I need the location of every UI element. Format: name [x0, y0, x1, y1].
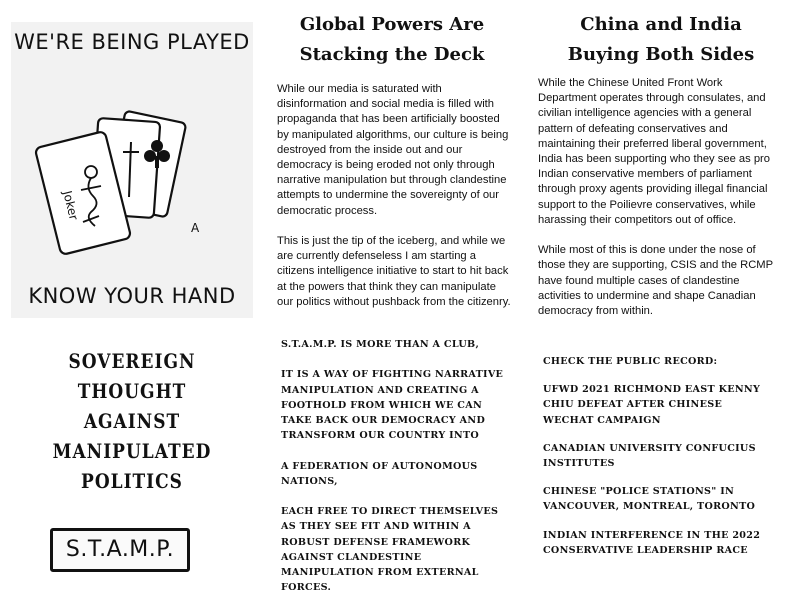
- public-record-heading: CHECK THE PUBLIC RECORD:: [543, 356, 718, 367]
- middle-heading-line-1: Global Powers Are: [299, 14, 485, 35]
- middle-paragraph-1: While our media is saturated with disinformation and social media is filled with propaganda that has been artificially boosted by manipulated algorithms, our culture is being destroyed from the inside out and our democracy is being eroded not only through narrative manipulation but through clandestine attempts to undermine the sovereignty of our democratic process.: [277, 83, 509, 217]
- public-record-item: INDIAN INTERFERENCE IN THE 2022 CONSERVATIVE LEADERSHIP RACE: [543, 529, 761, 556]
- right-heading-line-2: Buying Both Sides: [567, 44, 755, 65]
- manifesto-line-2: IT IS A WAY OF FIGHTING NARRATIVE MANIPULATION AND CREATING A FOOTHOLD FROM WHICH WE CAN TAKE BACK OUR DEMOCRACY AND TRANSFORM OUR COUNTRY INTO: [281, 369, 504, 442]
- right-heading: [540, 10, 782, 70]
- playing-cards-illustration: [11, 22, 253, 318]
- public-record-item: CHINESE "POLICE STATIONS" IN VANCOUVER, MONTREAL, TORONTO: [543, 486, 756, 513]
- middle-manifesto: [281, 337, 509, 611]
- manifesto-line-4: EACH FREE TO DIRECT THEMSELVES AS THEY SEE FIT AND WITHIN A ROBUST DEFENSE FRAMEWORK AGAINST CLANDESTINE MANIPULATION FROM EXTERNAL FORCES.: [281, 506, 499, 594]
- acronym-line-4: MANIPULATED: [52, 440, 212, 464]
- middle-body: [277, 82, 513, 325]
- illustration-bottom-caption: KNOW YOUR HAND: [28, 284, 236, 308]
- right-body: [538, 76, 778, 334]
- manifesto-line-3: A FEDERATION OF AUTONOMOUS NATIONS,: [281, 460, 478, 487]
- public-record-item: UFWD 2021 RICHMOND EAST KENNY CHIU DEFEAT AFTER CHINESE WECHAT CAMPAIGN: [543, 384, 761, 426]
- svg-text:A: A: [191, 221, 200, 235]
- acronym-line-2: THOUGHT: [77, 380, 187, 404]
- public-record-list: [543, 354, 768, 571]
- acronym-line-1: SOVEREIGN: [68, 350, 196, 374]
- illustration-top-caption: WE'RE BEING PLAYED: [14, 30, 250, 54]
- middle-heading-line-2: Stacking the Deck: [299, 44, 485, 65]
- playing-cards-drawing: [11, 22, 253, 318]
- public-record-item: CANADIAN UNIVERSITY CONFUCIUS INSTITUTES: [543, 442, 756, 470]
- right-paragraph-1: While the Chinese United Front Work Department operates through consulates, and civilian intelligence agencies with a general pattern of defeating conservatives and maintaining their preferred liberal government, India has been supporting who they see as pro Indian conservative members of parliament through proxy agents providing illegal financial support to the Poilievre conservatives, while harassing their competitors out of office.: [538, 77, 770, 226]
- right-paragraph-2: While most of this is done under the nose of those they are supporting, CSIS and the RCMP have found multiple cases of clandestine activities to undermine and shape Canadian democracy from within.: [538, 244, 773, 318]
- acronym-line-3: AGAINST: [83, 410, 181, 434]
- middle-paragraph-2: This is just the tip of the iceberg, and while we are currently defenseless I am starting a citizens intelligence initiative to start to hit back at the powers that think they can manipulate our politics without pushback from the citizenry.: [277, 235, 511, 308]
- card-joker-text: Joker: [60, 189, 81, 222]
- manifesto-line-1: S.T.A.M.P. IS MORE THAN A CLUB,: [281, 339, 480, 350]
- middle-heading: [272, 10, 512, 70]
- stamp-logo: S.T.A.M.P.: [50, 528, 190, 572]
- right-heading-line-1: China and India: [580, 14, 742, 35]
- acronym-line-5: POLITICS: [81, 470, 183, 494]
